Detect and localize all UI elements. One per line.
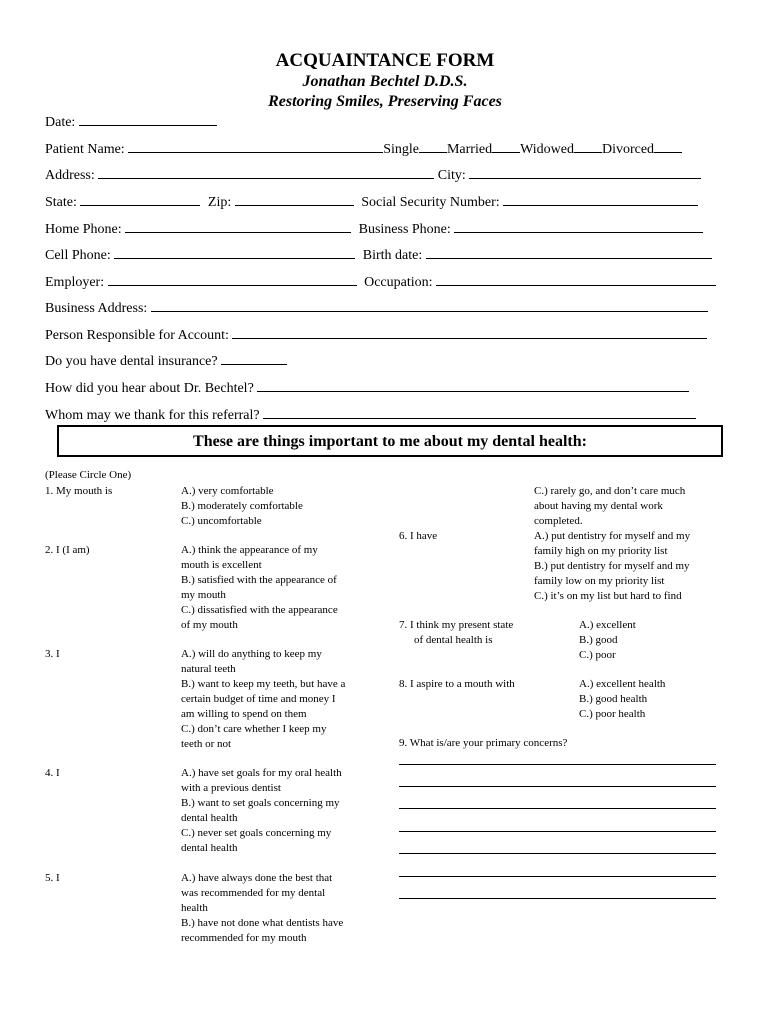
option-line[interactable]: A.) will do anything to keep my [181, 648, 322, 660]
address-field[interactable] [98, 167, 434, 179]
patient-name-label: Patient Name: [45, 142, 125, 157]
date-row [45, 114, 217, 131]
question-3-options[interactable] [181, 647, 345, 752]
divorced-label: Divorced [601, 142, 655, 157]
option-line[interactable]: A.) put dentistry for myself and my [534, 530, 691, 542]
concerns-line[interactable] [399, 876, 716, 877]
option-line[interactable]: was recommended for my dental [181, 887, 326, 899]
option-line[interactable]: A.) have always done the best that [181, 872, 333, 884]
option-line[interactable]: mouth is excellent [181, 559, 262, 571]
option-line[interactable]: my mouth [181, 589, 226, 601]
option-line[interactable]: A.) think the appearance of my [181, 544, 318, 556]
ssn-label: Social Security Number: [361, 195, 500, 210]
option-line[interactable]: C.) don’t care whether I keep my [181, 723, 327, 735]
employer-field[interactable] [108, 274, 357, 286]
question-1-label: 1. My mouth is [45, 485, 113, 497]
option-line[interactable]: C.) dissatisfied with the appearance [181, 604, 338, 616]
responsible-field[interactable] [232, 327, 707, 339]
option-line[interactable]: C.) poor [579, 649, 616, 661]
concerns-line[interactable] [399, 786, 716, 787]
option-line[interactable]: B.) moderately comfortable [181, 500, 303, 512]
option-line[interactable]: B.) have not done what dentists have [181, 917, 344, 929]
option-line[interactable]: family high on my priority list [534, 545, 668, 557]
option-line[interactable]: A.) have set goals for my oral health [181, 767, 342, 779]
question-7-options[interactable] [579, 618, 636, 663]
option-line[interactable]: recommended for my mouth [181, 932, 307, 944]
concerns-line[interactable] [399, 853, 716, 854]
patient-name-field[interactable] [128, 141, 383, 153]
date-field[interactable] [79, 114, 217, 126]
question-7-label-line: of dental health is [414, 634, 493, 646]
option-line[interactable]: about having my dental work [534, 500, 663, 512]
business-address-field[interactable] [151, 300, 708, 312]
option-line[interactable]: B.) want to keep my teeth, but have a [181, 678, 346, 690]
responsible-label: Person Responsible for Account: [45, 328, 229, 343]
option-line[interactable]: B.) good health [579, 693, 648, 705]
question-9-label: 9. What is/are your primary concerns? [399, 737, 568, 749]
form-title: ACQUAINTANCE FORM [275, 50, 495, 71]
option-line[interactable]: C.) it’s on my list but hard to find [534, 590, 682, 602]
option-line[interactable]: C.) poor health [579, 708, 646, 720]
concerns-line[interactable] [399, 808, 716, 809]
question-8-options[interactable] [579, 677, 665, 722]
option-line[interactable]: dental health [181, 812, 238, 824]
option-line[interactable]: A.) very comfortable [181, 485, 274, 497]
question-6-options[interactable] [534, 484, 690, 604]
option-line[interactable]: B.) good [579, 634, 618, 646]
home-phone-field[interactable] [125, 221, 351, 233]
question-6-label: 6. I have [399, 530, 438, 542]
birth-date-field[interactable] [426, 247, 712, 259]
concerns-line[interactable] [399, 764, 716, 765]
divorced-field[interactable] [654, 141, 682, 153]
referral-label: Whom may we thank for this referral? [45, 408, 260, 423]
practice-tagline: Restoring Smiles, Preserving Faces [268, 93, 502, 110]
referral-row [45, 407, 696, 424]
business-address-row [45, 300, 708, 317]
cell-row [45, 247, 712, 264]
business-address-label: Business Address: [45, 301, 148, 316]
business-phone-field[interactable] [454, 221, 703, 233]
section-heading: These are things important to me about my dental health: [193, 433, 587, 450]
insurance-row [45, 353, 287, 370]
question-3-label: 3. I [45, 648, 60, 660]
widowed-field[interactable] [574, 141, 602, 153]
responsible-row [45, 327, 707, 344]
single-field[interactable] [419, 141, 447, 153]
birth-date-label: Birth date: [362, 248, 423, 263]
doctor-name: Jonathan Bechtel D.D.S. [302, 73, 468, 90]
phone-row [45, 221, 703, 238]
question-5-options[interactable] [181, 871, 343, 946]
question-2-options[interactable] [181, 543, 338, 633]
option-line[interactable]: family low on my priority list [534, 575, 665, 587]
insurance-label: Do you have dental insurance? [45, 354, 218, 369]
zip-field[interactable] [235, 194, 354, 206]
home-phone-label: Home Phone: [45, 222, 122, 237]
concerns-line[interactable] [399, 831, 716, 832]
referral-field[interactable] [263, 407, 696, 419]
circle-note: (Please Circle One) [45, 469, 132, 481]
state-field[interactable] [80, 194, 200, 206]
employer-label: Employer: [45, 275, 105, 290]
widowed-label: Widowed [520, 142, 574, 157]
option-line[interactable]: A.) excellent [579, 619, 636, 631]
option-line[interactable]: with a previous dentist [181, 782, 281, 794]
option-line[interactable]: C.) uncomfortable [181, 515, 262, 527]
question-2-label: 2. I (I am) [45, 544, 90, 556]
concerns-line[interactable] [399, 898, 716, 899]
patient-name-row [45, 141, 682, 158]
employer-row [45, 274, 716, 291]
question-7-label [399, 618, 513, 648]
option-line[interactable]: A.) excellent health [579, 678, 666, 690]
address-row [45, 167, 701, 184]
option-line[interactable]: B.) satisfied with the appearance of [181, 574, 337, 586]
option-line[interactable]: C.) rarely go, and don’t care much [534, 485, 686, 497]
question-4-options[interactable] [181, 766, 342, 856]
married-field[interactable] [492, 141, 520, 153]
option-line[interactable]: certain budget of time and money I [181, 693, 336, 705]
option-line[interactable]: health [181, 902, 208, 914]
cell-phone-label: Cell Phone: [45, 248, 111, 263]
business-phone-label: Business Phone: [358, 222, 451, 237]
question-7-label-line: 7. I think my present state [399, 619, 514, 631]
zip-label: Zip: [207, 195, 232, 210]
ssn-field[interactable] [503, 194, 698, 206]
question-5-label: 5. I [45, 872, 60, 884]
married-label: Married [446, 142, 493, 157]
state-row [45, 194, 698, 211]
section-heading-box [57, 425, 723, 457]
date-label: Date: [45, 115, 76, 130]
question-1-options[interactable] [181, 484, 303, 529]
address-label: Address: [45, 168, 95, 183]
option-line[interactable]: B.) want to set goals concerning my [181, 797, 340, 809]
option-line[interactable]: of my mouth [181, 619, 238, 631]
insurance-field[interactable] [221, 353, 287, 365]
single-label: Single [383, 142, 419, 157]
option-line[interactable]: C.) never set goals concerning my [181, 827, 332, 839]
state-label: State: [45, 195, 77, 210]
question-4-label: 4. I [45, 767, 60, 779]
option-line[interactable]: am willing to spend on them [181, 708, 307, 720]
option-line[interactable]: teeth or not [181, 738, 232, 750]
hear-about-row [45, 380, 689, 397]
option-line[interactable]: dental health [181, 842, 238, 854]
option-line[interactable]: natural teeth [181, 663, 236, 675]
occupation-label: Occupation: [364, 275, 433, 290]
occupation-field[interactable] [436, 274, 716, 286]
hear-about-field[interactable] [257, 380, 689, 392]
hear-about-label: How did you hear about Dr. Bechtel? [45, 381, 254, 396]
question-8-label: 8. I aspire to a mouth with [399, 678, 515, 690]
option-line[interactable]: B.) put dentistry for myself and my [534, 560, 690, 572]
cell-phone-field[interactable] [114, 247, 355, 259]
city-label: City: [437, 168, 466, 183]
city-field[interactable] [469, 167, 701, 179]
option-line[interactable]: completed. [534, 515, 583, 527]
